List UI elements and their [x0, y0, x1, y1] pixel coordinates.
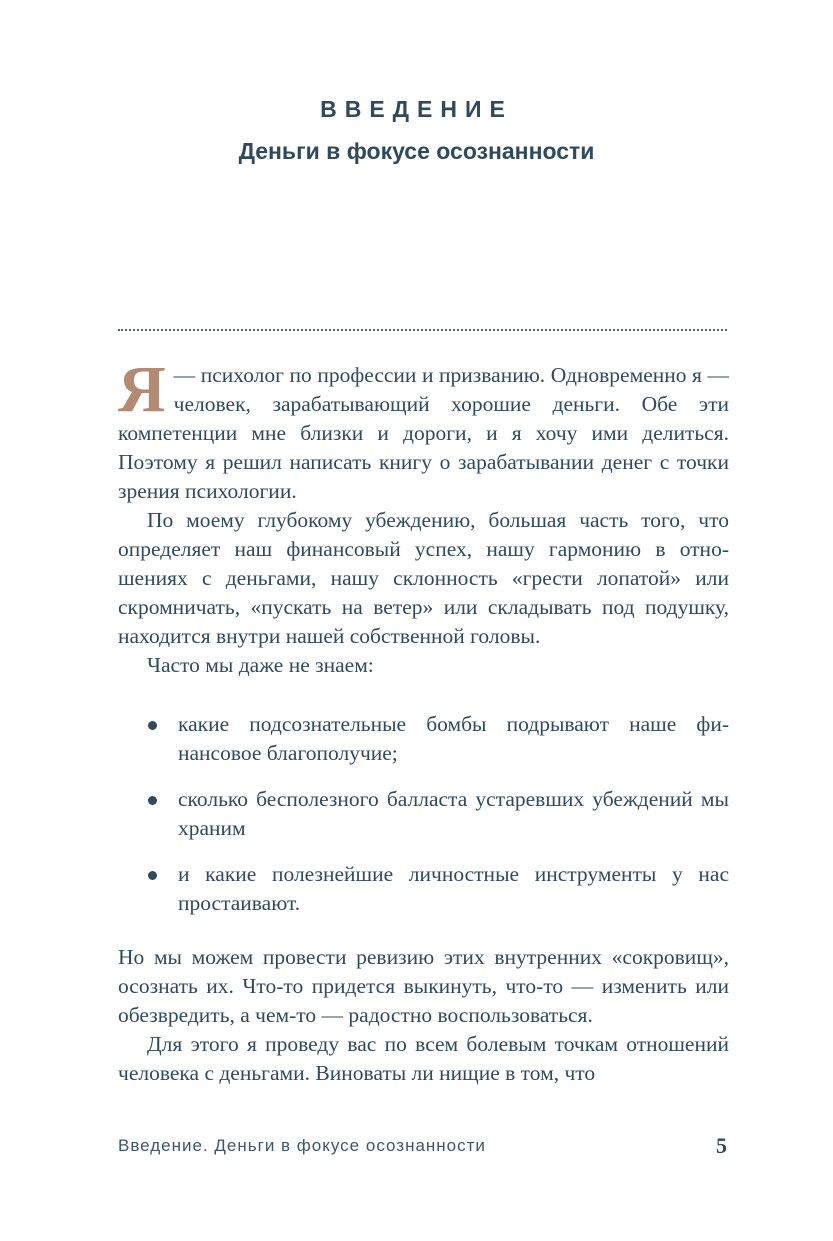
- bullet-text: и какие полезнейшие личностные инструменты у нас простаивают.: [178, 862, 729, 915]
- bullet-dot-icon: [148, 796, 157, 805]
- bullet-dot-icon: [148, 871, 157, 880]
- dropcap-letter: Я: [118, 353, 166, 426]
- page-number: 5: [716, 1133, 727, 1158]
- paragraph-1: [118, 353, 729, 506]
- chapter-title: Деньги в фокусе осознанности: [238, 138, 595, 164]
- intro-text-block: [118, 353, 729, 680]
- bullet-text: какие подсознательные бомбы подрывают наше финансовое благополучие;: [178, 712, 729, 765]
- paragraph-5: Для этого я проведу вас по всем болевым точкам отношений человека с деньгами. Виноваты ли нищие в том, что: [118, 1032, 729, 1085]
- chapter-label: ВВЕДЕНИЕ: [320, 96, 513, 122]
- bullet-item: [118, 860, 729, 918]
- paragraph-3: Часто мы даже не знаем:: [147, 653, 374, 677]
- running-footer-title: Введение. Деньги в фокусе осознанности: [118, 1136, 486, 1155]
- paragraph-4: Но мы можем провести ревизию этих внутренних «сокровищ», осознать их. Что-то придется выкинуть, что-то — изменить или обезвредить, а чем-то — радостно воспользоваться.: [118, 945, 729, 1027]
- bullet-item: [118, 710, 729, 768]
- bullet-text: сколько бесполезного балласта устаревших убеждений мы храним: [178, 787, 729, 840]
- dotted-divider: [118, 329, 727, 331]
- paragraph-2: По моему глубокому убеждению, большая часть того, что определяет наш финансовый успех, нашу гармонию в отношениях с деньгами, нашу склонность «грести лопатой» или скромничать, «пускать на ветер» или складывать под подушку, находится внутри нашей собственной головы.: [118, 508, 729, 648]
- bullet-list: [118, 710, 729, 935]
- paragraph-1-text: — психолог по профессии и призванию. Одновременно я — человек, зарабатывающий хорошие деньги. Обе эти компетенции мне близки и дороги, и я хочу ими делиться. Поэтому я решил написать книгу о зарабатывании денег с точки зрения психологии.: [118, 363, 729, 503]
- bullet-item: [118, 785, 729, 843]
- continuation-text-block: [118, 943, 729, 1088]
- bullet-dot-icon: [148, 721, 157, 730]
